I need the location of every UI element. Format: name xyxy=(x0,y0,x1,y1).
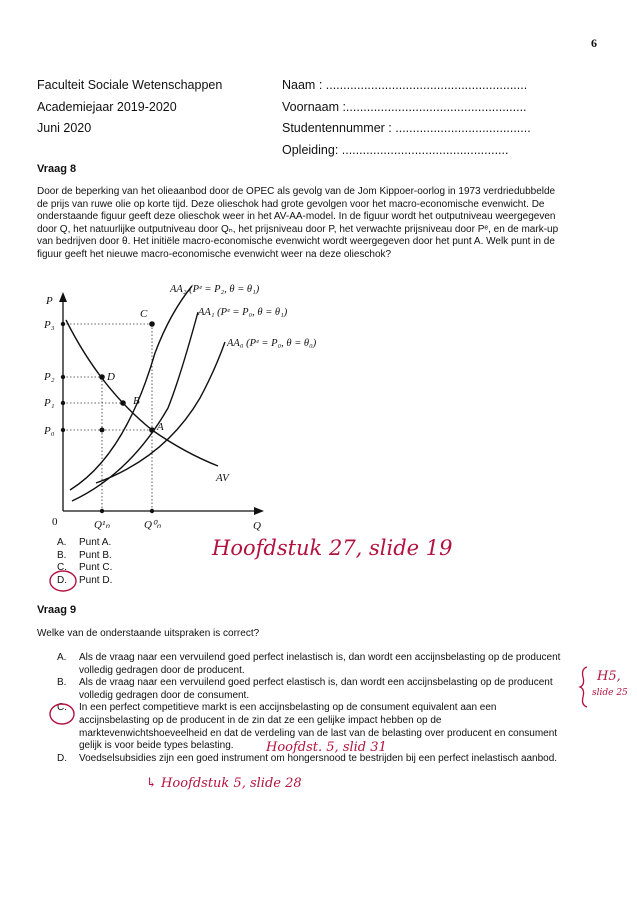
brace-mark xyxy=(578,665,592,709)
point-a-axis xyxy=(61,428,65,432)
y-axis-label: P xyxy=(46,295,53,307)
option-a[interactable]: A. Punt A. xyxy=(57,537,112,548)
question-8-text xyxy=(37,186,622,262)
answer-circle-q9 xyxy=(47,701,79,727)
point-d xyxy=(99,374,105,380)
point-b-label: B xyxy=(133,395,140,407)
point-c-label: C xyxy=(140,308,148,320)
series-label-aa2: AA₂ (Pᵉ = P₂, θ = θ₁) xyxy=(170,284,260,295)
point-d-axis xyxy=(61,375,65,379)
y-axis-arrow xyxy=(59,292,67,302)
y-tick-p0: P₀ xyxy=(44,425,55,437)
side-note-h5: H5, xyxy=(597,669,621,684)
answer-circle-q8 xyxy=(47,568,79,594)
faculty-name: Faculteit Sociale Wetenschappen xyxy=(37,78,223,92)
x-axis-label: Q xyxy=(253,520,261,532)
handwritten-note-q8: Hoofdstuk 27, slide 19 xyxy=(212,536,453,560)
exam-date: Juni 2020 xyxy=(37,121,92,135)
academic-year: Academiejaar 2019-2020 xyxy=(37,99,177,114)
aa0-curve xyxy=(96,342,225,483)
side-note-slide: slide 25 xyxy=(592,688,628,698)
origin-label: 0 xyxy=(52,516,58,528)
point-q0-axis xyxy=(150,509,154,513)
header-fields xyxy=(282,75,531,161)
point-d-label: D xyxy=(107,371,115,383)
q8-line: figuur geeft het nieuwe macro-economische evenwicht weer na deze olieschok? xyxy=(37,248,392,260)
series-label-av: AV xyxy=(216,472,229,484)
handwritten-note-c: Hoofdst. 5, slid 31 xyxy=(266,740,387,755)
point-c xyxy=(149,321,155,327)
x-tick-q0n: Q⁰ₙ xyxy=(144,519,161,531)
point-a xyxy=(149,427,155,433)
point-q1-axis xyxy=(100,509,104,513)
option-b[interactable]: B. Punt B. xyxy=(57,549,112,561)
handwritten-note-d: ↳ Hoofdstuk 5, slide 28 xyxy=(146,776,302,791)
series-label-aa0: AA₀ (Pᵉ = P₀, θ = θ₀) xyxy=(227,338,317,349)
point-b-axis xyxy=(61,401,65,405)
option-b[interactable]: B. Als de vraag naar een vervuilend goed perfect elastisch is, dan wordt een accijnsbelasting op de producent volledig gedragen door de consument. xyxy=(57,677,553,701)
q8-line: onderstaande figuur geeft deze olieschok weer in het AV-AA-model. In de figuur wordt het outputniveau weergegeven xyxy=(37,211,556,223)
point-c-axis xyxy=(61,322,65,326)
q8-line: van bedrijven door θ. Het initiële macro-economische evenwicht wordt weergegeven door het punt A. Welk punt in de xyxy=(37,236,555,248)
y-tick-p3: P₃ xyxy=(44,319,55,331)
option-c[interactable]: C. In een perfect competitieve markt is een accijnsbelasting op de consument equivalent aan een accijnsbelasting op de producent in de zin dat ze een gelijke impact hebben op de marktevenwichtshoeveelheid en dat de verdeling van de last van de belasting over producent en consument gelijk is voor beide types belasting. xyxy=(57,702,558,752)
x-axis-arrow xyxy=(254,507,264,515)
av-aa-diagram xyxy=(30,278,360,538)
question-9-text: Welke van de onderstaande uitspraken is correct? xyxy=(37,628,260,639)
q8-line: Door de beperking van het olieaanbod door de OPEC als gevolg van de Jom Kippoer-oorlog in 1973 verdriedubbelde xyxy=(37,186,556,197)
page-number: 6 xyxy=(591,36,597,50)
point-d-on-qn xyxy=(100,428,105,433)
point-b xyxy=(120,400,126,406)
program-field[interactable]: Opleiding: ................................................ xyxy=(282,142,509,157)
question-8-title: Vraag 8 xyxy=(37,163,77,175)
y-tick-p2: P₂ xyxy=(44,371,55,383)
first-name-field[interactable]: Voornaam :.................................................... xyxy=(282,99,527,114)
student-number-field[interactable]: Studentennummer : ....................................... xyxy=(282,121,531,135)
option-c[interactable]: C. Punt C. xyxy=(57,562,113,574)
y-tick-p1: P₁ xyxy=(44,397,55,409)
q8-line: de prijs van ruwe olie op korte tijd. Deze olieschok had grote gevolgen voor het macro-economische evenwicht. De xyxy=(37,198,545,210)
x-tick-q1n: Q¹ₙ xyxy=(94,519,110,531)
series-label-aa1: AA₁ (Pᵉ = P₀, θ = θ₁) xyxy=(198,307,288,318)
option-a[interactable]: A. Als de vraag naar een vervuilend goed perfect inelastisch is, dan wordt een accijnsbelasting op de producent volledig gedragen door de producent. xyxy=(57,652,561,676)
aa2-curve xyxy=(70,286,192,490)
question-9-title: Vraag 9 xyxy=(37,604,77,616)
q8-line: door Q, het natuurlijke outputniveau door Qₙ, het prijsniveau door P, het verwachte prijsniveau door Pᵉ, en de mark-up xyxy=(37,223,559,235)
option-d[interactable]: D. Punt D. xyxy=(57,574,113,586)
point-a-label: A xyxy=(157,421,164,433)
name-field[interactable]: Naam : .......................................................... xyxy=(282,78,528,92)
header-left xyxy=(37,75,222,140)
option-d[interactable]: D. Voedselsubsidies zijn een goed instrument om hongersnood te bestrijden bij een perfect inelastisch aanbod. xyxy=(57,752,558,764)
